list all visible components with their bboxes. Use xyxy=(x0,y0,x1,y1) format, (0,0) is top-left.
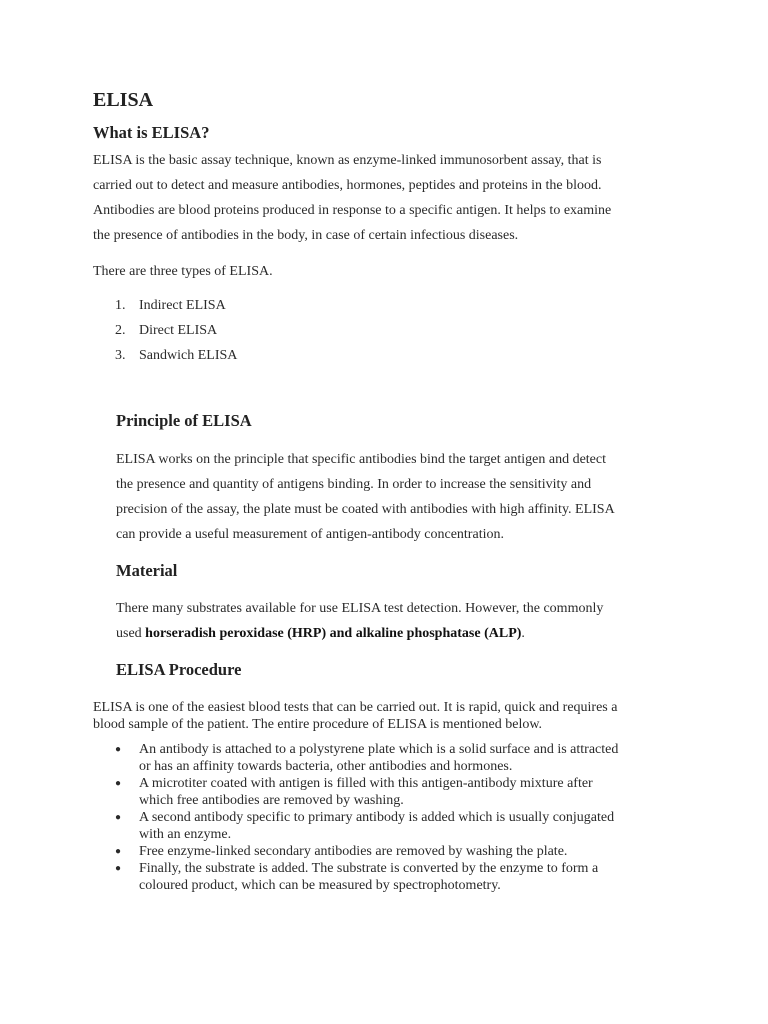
bullet-icon: ● xyxy=(115,778,122,789)
list-number: 1. xyxy=(115,298,126,313)
paragraph-line: There many substrates available for use ELISA test detection. However, the commonly xyxy=(116,601,604,616)
step-line: A second antibody specific to primary antibody is added which is usually conjugated xyxy=(139,810,615,825)
paragraph-principle xyxy=(116,447,676,547)
step-line: Finally, the substrate is added. The substrate is converted by the enzyme to form a xyxy=(139,861,599,876)
step-line: Free enzyme-linked secondary antibodies are removed by washing the plate. xyxy=(139,844,568,859)
heading-what-is-elisa: What is ELISA? xyxy=(93,123,210,142)
list-number: 3. xyxy=(115,348,126,363)
list-item-label: Direct ELISA xyxy=(139,323,218,338)
paragraph-line: ELISA is one of the easiest blood tests that can be carried out. It is rapid, quick and requires a xyxy=(93,700,618,715)
types-intro: There are three types of ELISA. xyxy=(93,264,273,279)
bullet-icon: ● xyxy=(115,846,122,857)
heading-procedure: ELISA Procedure xyxy=(116,660,242,679)
list-item xyxy=(93,860,683,894)
procedure-steps-list xyxy=(93,741,683,894)
document-title: ELISA xyxy=(93,89,154,111)
list-item xyxy=(93,775,683,809)
paragraph-text: . xyxy=(521,626,525,641)
paragraph-what-is-elisa xyxy=(93,148,683,248)
step-line: or has an affinity towards bacteria, other antibodies and hormones. xyxy=(139,759,513,774)
bullet-icon: ● xyxy=(115,744,122,755)
paragraph-text: used xyxy=(116,626,146,641)
step-line: An antibody is attached to a polystyrene plate which is a solid surface and is attracted xyxy=(139,742,619,757)
bold-enzymes: horseradish peroxidase (HRP) and alkaline phosphatase (ALP) xyxy=(145,626,522,641)
paragraph-line: the presence and quantity of antigens binding. In order to increase the sensitivity and xyxy=(116,477,592,492)
elisa-types-list xyxy=(93,293,237,368)
list-item xyxy=(93,343,237,368)
paragraph-line: the presence of antibodies in the body, in case of certain infectious diseases. xyxy=(93,228,519,243)
paragraph-line: ELISA is the basic assay technique, known as enzyme-linked immunosorbent assay, that is xyxy=(93,153,602,168)
list-item-label: Sandwich ELISA xyxy=(139,348,238,363)
heading-principle: Principle of ELISA xyxy=(116,411,252,430)
step-line: coloured product, which can be measured by spectrophotometry. xyxy=(139,878,501,893)
paragraph-line: precision of the assay, the plate must be coated with antibodies with high affinity. ELISA xyxy=(116,502,615,517)
paragraph-material xyxy=(116,596,676,646)
bullet-icon: ● xyxy=(115,863,122,874)
paragraph-line: carried out to detect and measure antibodies, hormones, peptides and proteins in the blood. xyxy=(93,178,602,193)
paragraph-line: blood sample of the patient. The entire procedure of ELISA is mentioned below. xyxy=(93,717,543,732)
paragraph-line: can provide a useful measurement of antigen-antibody concentration. xyxy=(116,527,504,542)
step-line: which free antibodies are removed by washing. xyxy=(139,793,404,808)
heading-material: Material xyxy=(116,561,178,580)
bullet-icon: ● xyxy=(115,812,122,823)
step-line: with an enzyme. xyxy=(139,827,232,842)
list-item xyxy=(93,843,683,860)
list-item xyxy=(93,293,237,318)
list-item xyxy=(93,809,683,843)
step-line: A microtiter coated with antigen is filled with this antigen-antibody mixture after xyxy=(139,776,593,791)
list-item xyxy=(93,318,237,343)
paragraph-line: ELISA works on the principle that specific antibodies bind the target antigen and detect xyxy=(116,452,606,467)
paragraph-line: Antibodies are blood proteins produced in response to a specific antigen. It helps to examine xyxy=(93,203,612,218)
paragraph-procedure-intro xyxy=(93,699,683,733)
list-item-label: Indirect ELISA xyxy=(139,298,226,313)
list-number: 2. xyxy=(115,323,126,338)
list-item xyxy=(93,741,683,775)
